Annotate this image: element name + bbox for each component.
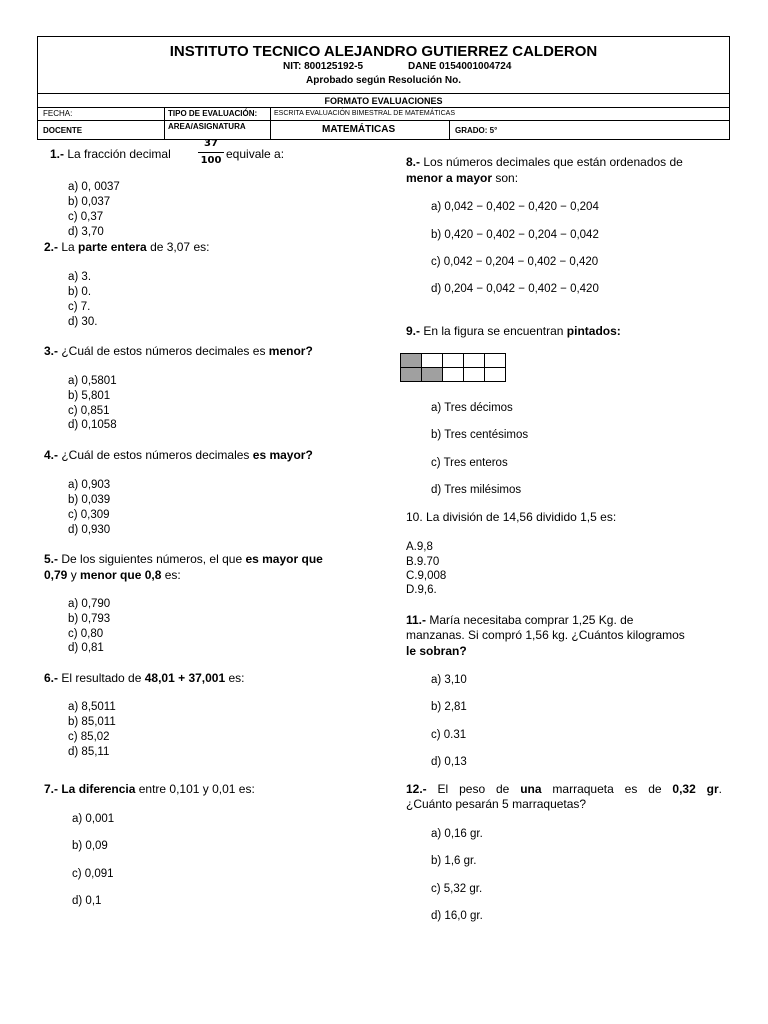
question-11-line-2: manzanas. Si compró 1,56 kg. ¿Cuántos kilogramos [406, 628, 685, 642]
q12-text-end: . [718, 782, 722, 796]
header-box [37, 36, 730, 140]
approval-note: Aprobado según Resolución No. [305, 75, 461, 86]
q1-option-c[interactable]: c) 0,37 [68, 211, 104, 223]
q7-option-a[interactable]: a) 0,001 [72, 813, 115, 825]
q7-number: 7.- [44, 782, 59, 796]
q4-option-d[interactable]: d) 0,930 [68, 524, 111, 536]
question-1 [50, 147, 171, 162]
q6-bold: 48,01 + 37,001 [144, 671, 226, 685]
q2-option-d[interactable]: d) 30. [68, 316, 98, 328]
q5-option-c[interactable]: c) 0,80 [68, 628, 104, 640]
q5-bold-value: 0,79 [44, 568, 68, 582]
q12-option-c[interactable]: c) 5,32 gr. [431, 883, 483, 895]
q5-option-d[interactable]: d) 0,81 [68, 642, 104, 654]
q6-text-end: es: [225, 671, 245, 685]
q6-text: El resultado de [58, 671, 145, 685]
grid-cell [484, 367, 506, 382]
q6-option-d[interactable]: d) 85,11 [68, 746, 110, 758]
q11-option-a[interactable]: a) 3,10 [431, 674, 467, 686]
question-4 [44, 448, 313, 463]
q1-text-end: equivale a: [226, 147, 285, 161]
question-10: 10. La división de 14,56 dividido 1,5 es: [406, 510, 617, 524]
q10-option-d[interactable]: D.9,6. [406, 584, 437, 596]
q3-bold: menor? [268, 344, 313, 358]
grid-cell [421, 353, 443, 368]
q12-bold-weight: 0,32 gr [672, 782, 719, 796]
q11-bold: le sobran? [406, 644, 467, 658]
grado: GRADO: 5° [455, 126, 498, 135]
q11-number: 11.- [406, 613, 427, 627]
question-2 [44, 240, 209, 255]
tipo-label: TIPO DE EVALUACIÓN: [168, 109, 258, 118]
question-8 [406, 155, 683, 170]
grid-cell [442, 353, 464, 368]
q11-text: María necesitaba comprar 1,25 Kg. de [426, 613, 634, 627]
question-9 [406, 324, 621, 339]
divider [449, 120, 450, 140]
q12-number: 12.- [406, 782, 427, 796]
grid-cell [421, 367, 443, 382]
q1-number: 1.- [50, 147, 65, 161]
q12-bold-una: una [520, 782, 542, 796]
q2-number: 2.- [44, 240, 59, 254]
question-7 [44, 782, 255, 797]
q10-option-a[interactable]: A.9,8 [406, 541, 433, 553]
q4-number: 4.- [44, 448, 59, 462]
q8-text-end: son: [492, 171, 519, 185]
q5-number: 5.- [44, 552, 59, 566]
q11-option-c[interactable]: c) 0.31 [431, 729, 467, 741]
q7-bold: La diferencia [58, 782, 136, 796]
q7-option-b[interactable]: b) 0,09 [72, 840, 108, 852]
q8-option-d[interactable]: d) 0,204 − 0,042 − 0,402 − 0,420 [431, 283, 599, 295]
nit: NIT: 800125192-5 [283, 61, 364, 72]
area-label: AREA/ASIGNATURA [168, 122, 246, 131]
divider [38, 120, 729, 121]
question-12 [406, 782, 722, 797]
grid-cell [463, 353, 485, 368]
q6-option-b[interactable]: b) 85,011 [68, 716, 116, 728]
q8-bold: menor a mayor [406, 171, 493, 185]
q3-option-c[interactable]: c) 0,851 [68, 405, 110, 417]
q2-bold: parte entera [78, 240, 147, 254]
question-8-line-2 [406, 171, 518, 186]
grid-cell [484, 353, 506, 368]
q1-option-d[interactable]: d) 3,70 [68, 226, 104, 238]
q4-option-a[interactable]: a) 0,903 [68, 479, 111, 491]
q5-option-a[interactable]: a) 0,790 [68, 598, 111, 610]
q2-text: La [58, 240, 79, 254]
area-value: MATEMÁTICAS [322, 124, 396, 135]
question-6 [44, 671, 245, 686]
q6-number: 6.- [44, 671, 59, 685]
docente-label: DOCENTE [43, 126, 83, 135]
fecha-label: FECHA: [43, 109, 73, 118]
question-5-line-2 [44, 568, 181, 583]
question-3 [44, 344, 313, 359]
school-name: INSTITUTO TECNICO ALEJANDRO GUTIERREZ CALDERON [169, 43, 598, 60]
q2-text-end: de 3,07 es: [146, 240, 210, 254]
fraction-denominator: 100 [200, 155, 222, 166]
q5-text: De los siguientes números, el que [58, 552, 246, 566]
dane: DANE 0154001004724 [408, 61, 512, 72]
q9-option-d[interactable]: d) Tres milésimos [431, 484, 522, 496]
q10-option-c[interactable]: C.9,008 [406, 570, 447, 582]
q12-option-d[interactable]: d) 16,0 gr. [431, 910, 483, 922]
q7-option-d[interactable]: d) 0,1 [72, 895, 102, 907]
q6-option-c[interactable]: c) 85,02 [68, 731, 110, 743]
q3-option-b[interactable]: b) 5,801 [68, 390, 111, 402]
q12-text: El peso de [426, 782, 521, 796]
q3-text: ¿Cuál de estos números decimales es [58, 344, 269, 358]
grid-cell [442, 367, 464, 382]
q11-option-d[interactable]: d) 0,13 [431, 756, 467, 768]
grid-cell [400, 353, 422, 368]
q1-option-b[interactable]: b) 0,037 [68, 196, 111, 208]
q8-option-b[interactable]: b) 0,420 − 0,402 − 0,204 − 0,042 [431, 229, 599, 241]
q8-option-c[interactable]: c) 0,042 − 0,204 − 0,402 − 0,420 [431, 256, 599, 268]
q9-bold: pintados: [566, 324, 621, 338]
q8-option-a[interactable]: a) 0,042 − 0,402 − 0,420 − 0,204 [431, 201, 599, 213]
q3-option-a[interactable]: a) 0,5801 [68, 375, 117, 387]
q9-option-c[interactable]: c) Tres enteros [431, 457, 508, 469]
q4-option-b[interactable]: b) 0,039 [68, 494, 111, 506]
question-11-line-3 [406, 644, 467, 659]
format-title: FORMATO EVALUACIONES [324, 96, 443, 106]
q12-option-a[interactable]: a) 0,16 gr. [431, 828, 483, 840]
q5-text-mid: y [67, 568, 81, 582]
q3-number: 3.- [44, 344, 59, 358]
q9-option-a[interactable]: a) Tres décimos [431, 402, 513, 414]
q9-option-b[interactable]: b) Tres centésimos [431, 429, 529, 441]
q6-option-a[interactable]: a) 8,5011 [68, 701, 116, 713]
q4-text: ¿Cuál de estos números decimales [58, 448, 253, 462]
q4-bold: es mayor? [252, 448, 313, 462]
q2-option-b[interactable]: b) 0. [68, 286, 92, 298]
q8-number: 8.- [406, 155, 421, 169]
q7-option-c[interactable]: c) 0,091 [72, 868, 114, 880]
q5-bold-range: menor que 0,8 [80, 568, 162, 582]
divider [270, 107, 271, 140]
q4-option-c[interactable]: c) 0,309 [68, 509, 110, 521]
q7-text: entre 0,101 y 0,01 es: [135, 782, 255, 796]
q1-option-a[interactable]: a) 0, 0037 [68, 181, 120, 193]
divider [164, 107, 165, 140]
q8-text: Los números decimales que están ordenados de [420, 155, 683, 169]
q3-option-d[interactable]: d) 0,1058 [68, 419, 117, 431]
q12-option-b[interactable]: b) 1,6 gr. [431, 855, 477, 867]
q2-option-c[interactable]: c) 7. [68, 301, 91, 313]
question-12-line-2: ¿Cuánto pesarán 5 marraquetas? [406, 797, 587, 811]
tipo-value: ESCRITA EVALUACIÓN BIMESTRAL DE MATEMÁTICAS [274, 110, 455, 117]
q9-number: 9.- [406, 324, 421, 338]
q5-text-end: es: [161, 568, 181, 582]
q9-text: En la figura se encuentran [420, 324, 567, 338]
q1-text: La fracción decimal [64, 147, 171, 161]
q5-bold: es mayor que [245, 552, 323, 566]
q10-option-b[interactable]: B.9.70 [406, 556, 440, 568]
question-11 [406, 613, 633, 628]
divider [38, 107, 729, 108]
q12-text-mid: marraqueta es de [541, 782, 673, 796]
q1-fraction [198, 138, 224, 167]
question-5 [44, 552, 323, 567]
grid-cell [463, 367, 485, 382]
q5-option-b[interactable]: b) 0,793 [68, 613, 111, 625]
fraction-bar [198, 152, 224, 153]
q11-option-b[interactable]: b) 2,81 [431, 701, 467, 713]
grid-cell [400, 367, 422, 382]
divider [38, 93, 729, 94]
q9-figure-grid [400, 353, 506, 382]
fraction-numerator: 37 [204, 138, 218, 149]
q2-option-a[interactable]: a) 3. [68, 271, 92, 283]
